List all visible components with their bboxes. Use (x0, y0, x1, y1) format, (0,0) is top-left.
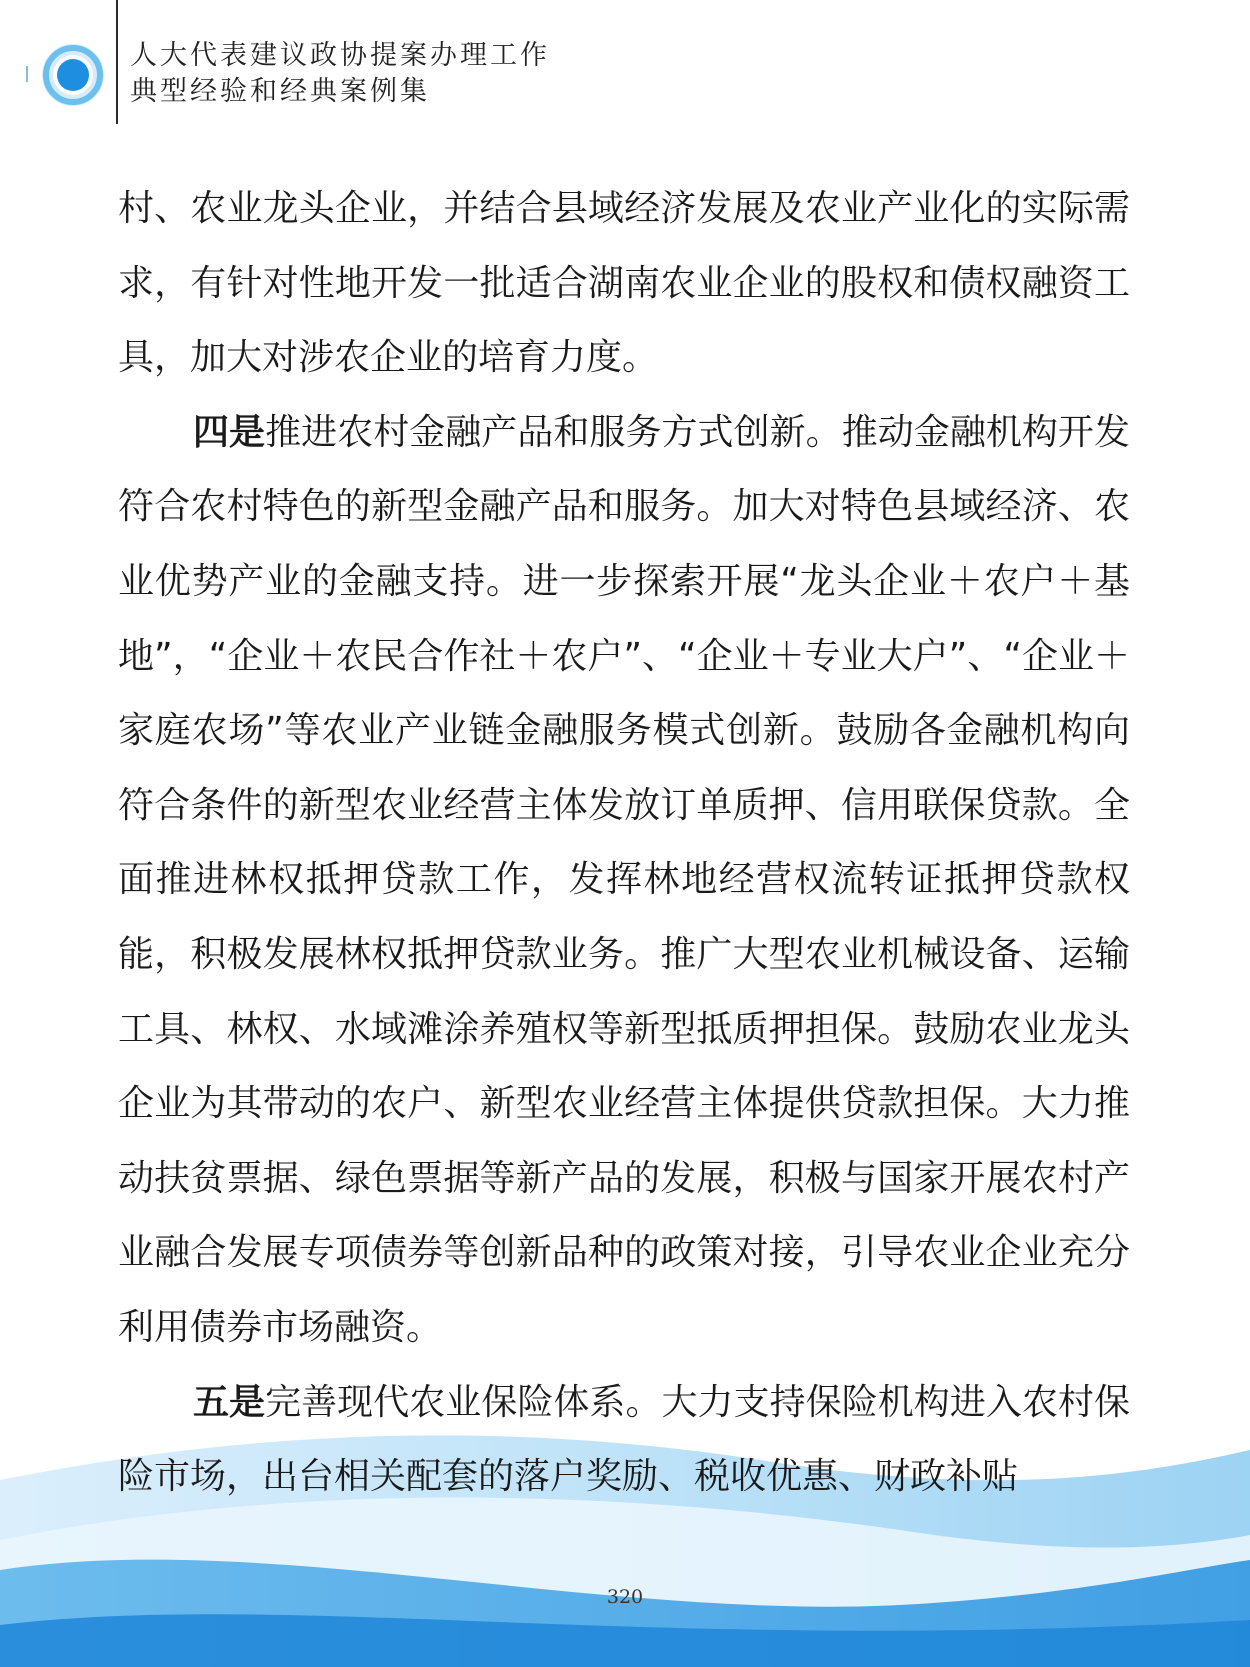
paragraph-lead: 五是 (193, 1381, 266, 1423)
book-title-line-2: 典型经验和经典案例集 (130, 76, 430, 107)
paragraph-text: 完善现代农业保险体系。大力支持保险机构进入农村保险市场，出台相关配套的落户奖励、税收优惠、财政补贴 (118, 1381, 1130, 1498)
paragraph-text: 推进农村金融产品和服务方式创新。推动金融机构开发符合农村特色的新型金融产品和服务。加大对特色县域经济、农业优势产业的金融支持。进一步探索开展“龙头企业＋农户＋基地”，“企业＋农民合作社＋农户”、“企业＋专业大户”、“企业＋家庭农场”等农业产业链金融服务模式创新。鼓励各金融机构向符合条件的新型农业经营主体发放订单质押、信用联保贷款。全面推进林权抵押贷款工作，发挥林地经营权流转证抵押贷款权能，积极发展林权抵押贷款业务。推广大型农业机械设备、运输工具、林权、水域滩涂养殖权等新型抵质押担保。鼓励农业龙头企业为其带动的农户、新型农业经营主体提供贷款担保。大力推动扶贫票据、绿色票据等新产品的发展，积极与国家开展农村产业融合发展专项债券等创新品种的政策对接，引导农业企业充分利用债券市场融资。 (118, 411, 1130, 1348)
body-text (118, 172, 1130, 1515)
book-title-line-1: 人大代表建议政协提案办理工作 (130, 40, 550, 71)
paragraph-five (118, 1366, 1130, 1515)
page-header (0, 0, 1250, 125)
page-number: 320 (606, 1586, 644, 1608)
concentric-circle-logo-icon (38, 40, 108, 110)
paragraph-continuation (118, 172, 1130, 396)
paragraph-lead: 四是 (193, 411, 266, 453)
book-title (130, 38, 550, 110)
header-tick-mark (26, 66, 28, 82)
paragraph-four (118, 396, 1130, 1366)
header-divider (116, 0, 118, 124)
paragraph-text: 村、农业龙头企业，并结合县域经济发展及农业产业化的实际需求，有针对性地开发一批适合湖南农业企业的股权和债权融资工具，加大对涉农企业的培育力度。 (118, 188, 1130, 379)
